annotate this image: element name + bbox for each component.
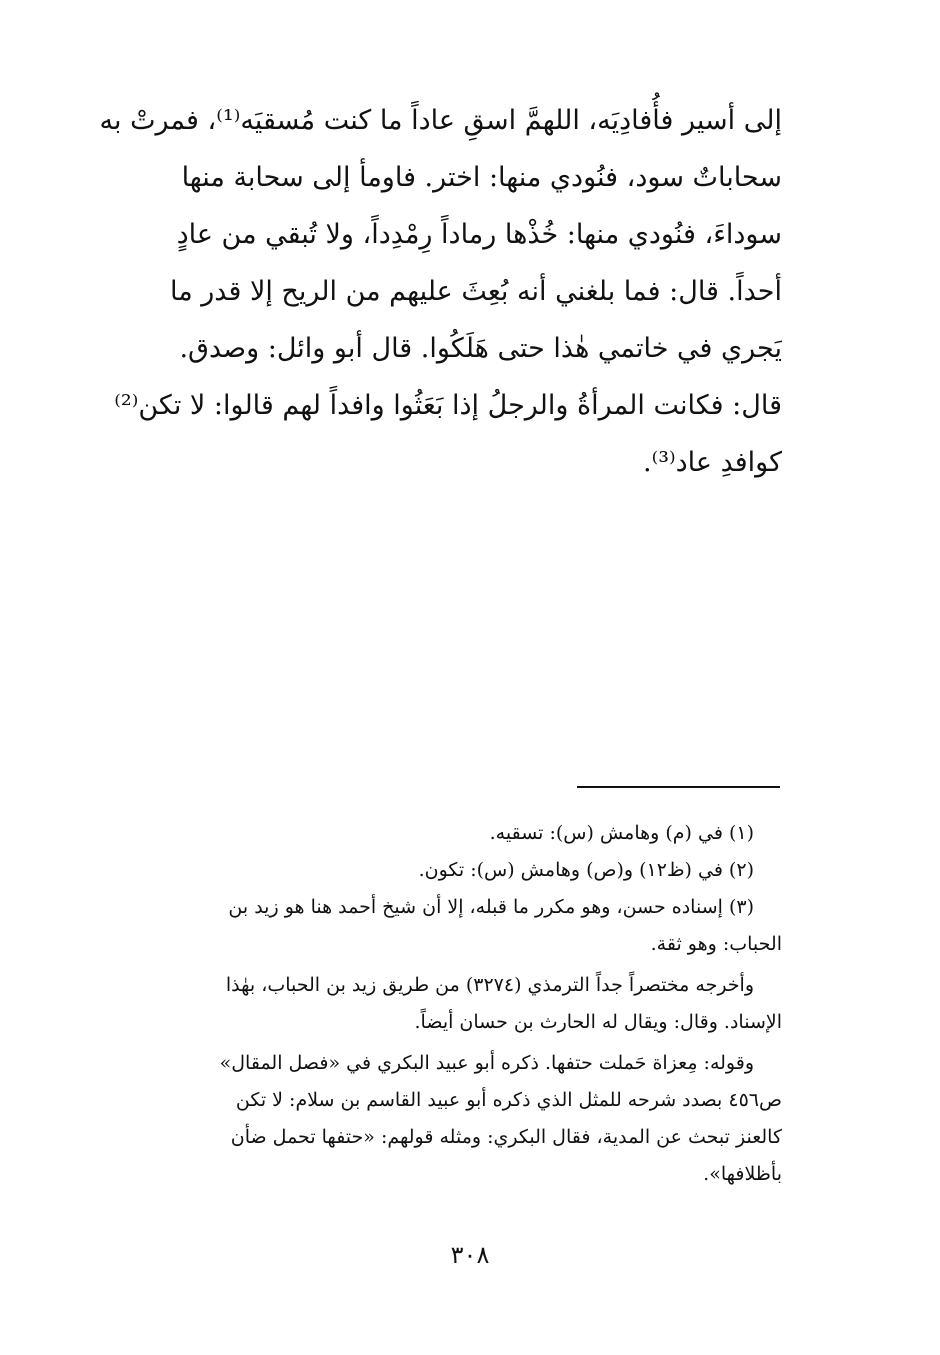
footnote-3-line: الحباب: وهو ثقة. — [650, 933, 782, 955]
main-text-line: إلى أسير فأُفادِيَه، اللهمَّ اسقِ عاداً ما كنت مُسقيَه⁽¹⁾، فمرتْ به — [99, 105, 782, 136]
main-text-line: يَجري في خاتمي هٰذا حتى هَلَكُوا. قال أبو وائل: وصدق. — [179, 333, 782, 364]
footnote-separator — [577, 786, 780, 788]
footnote-paragraph-line: الإسناد. وقال: ويقال له الحارث بن حسان أيضاً. — [414, 1011, 782, 1033]
footnote-3-line: (٣) إسناده حسن، وهو مكرر ما قبله، إلا أن شيخ أحمد هنا هو زيد بن — [228, 896, 754, 918]
main-text-block — [70, 92, 782, 491]
footnote-1: (١) في (م) وهامش (س): تسقيه. — [489, 822, 754, 844]
footnote-2: (٢) في (ظ١٢) و(ص) وهامش (س): تكون. — [418, 859, 754, 881]
main-text-line: كوافدِ عاد⁽³⁾. — [642, 447, 782, 478]
main-text-line: أحداً. قال: فما بلغني أنه بُعِثَ عليهم من الريح إلا قدر ما — [169, 276, 782, 307]
footnotes-block — [70, 815, 782, 1193]
footnote-paragraph-line: ص٤٥٦ بصدد شرحه للمثل الذي ذكره أبو عبيد القاسم بن سلام: لا تكن — [235, 1089, 782, 1111]
footnote-paragraph-line: بأظلافها». — [703, 1163, 782, 1185]
main-text-line: سحاباتٌ سود، فنُودي منها: اختر. فاومأ إلى سحابة منها — [181, 162, 782, 193]
footnote-paragraph-line: كالعنز تبحث عن المدية، فقال البكري: ومثله قولهم: «حتفها تحمل ضأن — [230, 1126, 782, 1148]
footnote-paragraph-line: وأخرجه مختصراً جداً الترمذي (٣٢٧٤) من طريق زيد بن الحباب، بهٰذا — [225, 974, 754, 996]
main-text-line: قال: فكانت المرأةُ والرجلُ إذا بَعَثُوا وافداً لهم قالوا: لا تكن⁽²⁾ — [114, 390, 782, 421]
footnote-paragraph-line: وقوله: مِعزاة حَملت حتفها. ذكره أبو عبيد البكري في «فصل المقال» — [219, 1052, 754, 1074]
page-number: ٣٠٨ — [450, 1241, 490, 1269]
main-text-line: سوداءَ، فنُودي منها: خُذْها رماداً رِمْدِداً، ولا تُبقي من عادٍ — [176, 219, 782, 250]
